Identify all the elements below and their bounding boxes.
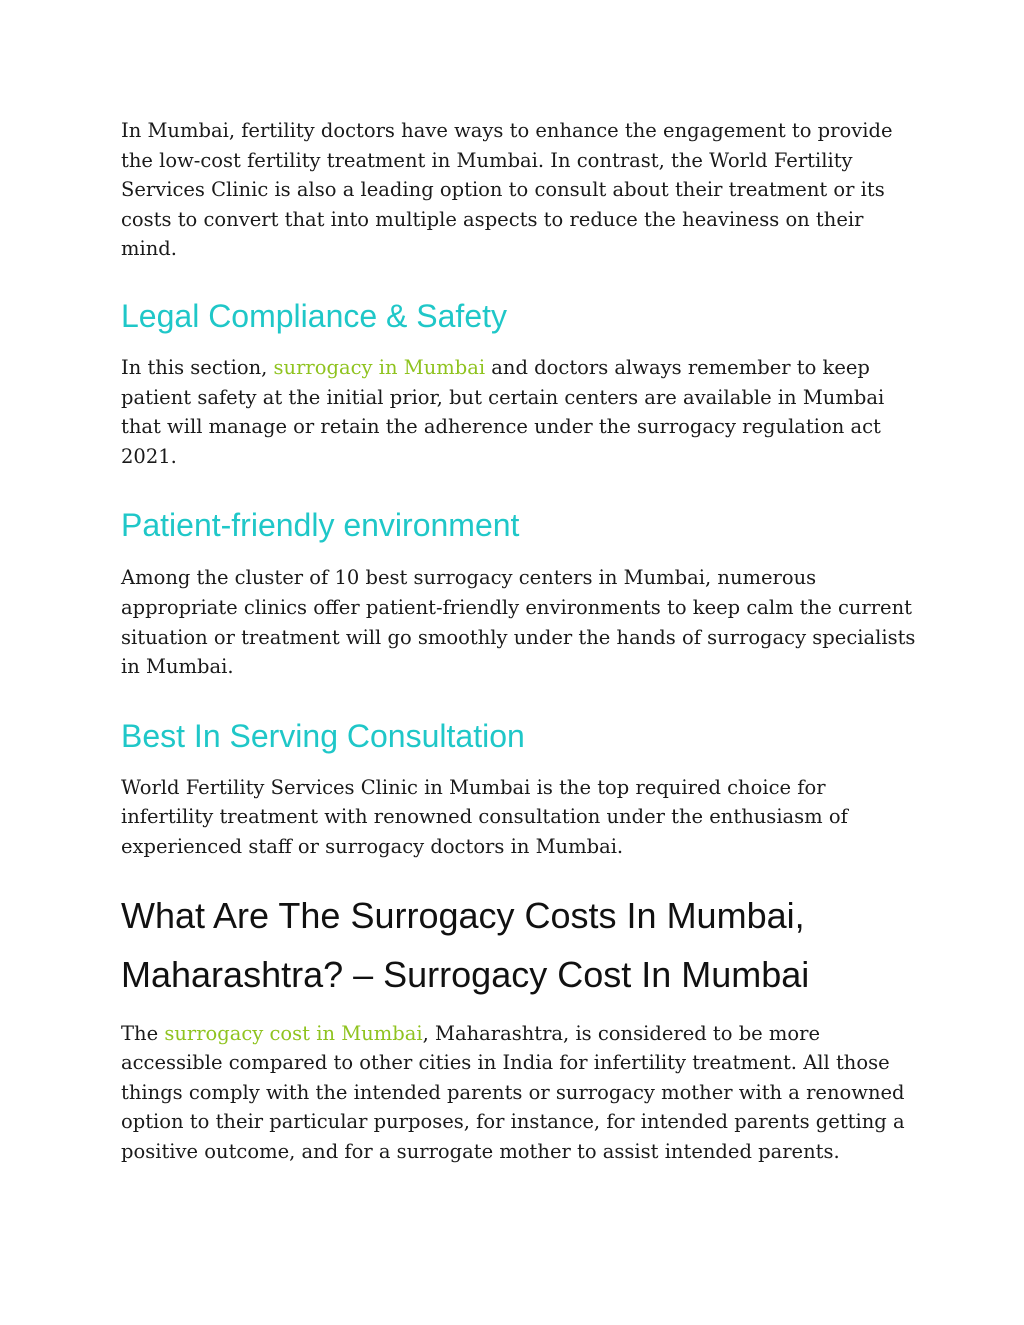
intro-paragraph: In Mumbai, fertility doctors have ways to enhance the engagement to provide the low-cost fertility treatment in Mumbai. In contrast, the World Fertility Services Clinic is also a leading option to consult about their treatment or its costs to convert that into multiple aspects to reduce the heaviness on their mind. <box>121 119 893 261</box>
legal-compliance-paragraph <box>121 353 921 471</box>
legal-text-before-link: In this section, <box>121 355 274 379</box>
document-page <box>121 116 921 1166</box>
best-consultation-heading: Best In Serving Consultation <box>121 717 525 754</box>
legal-text-after-link: and doctors always remember to keep patient safety at the initial prior, but certain centers are available in Mumbai that will manage or retain the adherence under the surrogacy regulation act 2021. <box>121 355 885 468</box>
surrogacy-in-mumbai-link[interactable]: surrogacy in Mumbai <box>273 355 486 379</box>
surrogacy-cost-in-mumbai-link[interactable]: surrogacy cost in Mumbai <box>164 1021 423 1045</box>
legal-compliance-heading: Legal Compliance & Safety <box>121 297 507 334</box>
surrogacy-costs-paragraph <box>121 1019 921 1167</box>
surrogacy-costs-heading: What Are The Surrogacy Costs In Mumbai, Maharashtra? – Surrogacy Cost In Mumbai <box>121 894 810 995</box>
patient-friendly-paragraph: Among the cluster of 10 best surrogacy centers in Mumbai, numerous appropriate clinics offer patient-friendly environments to keep calm the current situation or treatment will go smoothly under the hands of surrogacy specialists in Mumbai. <box>121 566 916 679</box>
best-consultation-paragraph: World Fertility Services Clinic in Mumbai is the top required choice for infertility treatment with renowned consultation under the enthusiasm of experienced staff or surrogacy doctors in Mumbai. <box>121 775 848 858</box>
costs-text-after-link: , Maharashtra, is considered to be more accessible compared to other cities in India for infertility treatment. All those things comply with the intended parents or surrogacy mother with a renowned option to their particular purposes, for instance, for intended parents getting a positive outcome, and for a surrogate mother to assist intended parents. <box>121 1021 905 1163</box>
costs-text-before-link: The <box>121 1021 165 1045</box>
patient-friendly-heading: Patient-friendly environment <box>121 507 520 544</box>
